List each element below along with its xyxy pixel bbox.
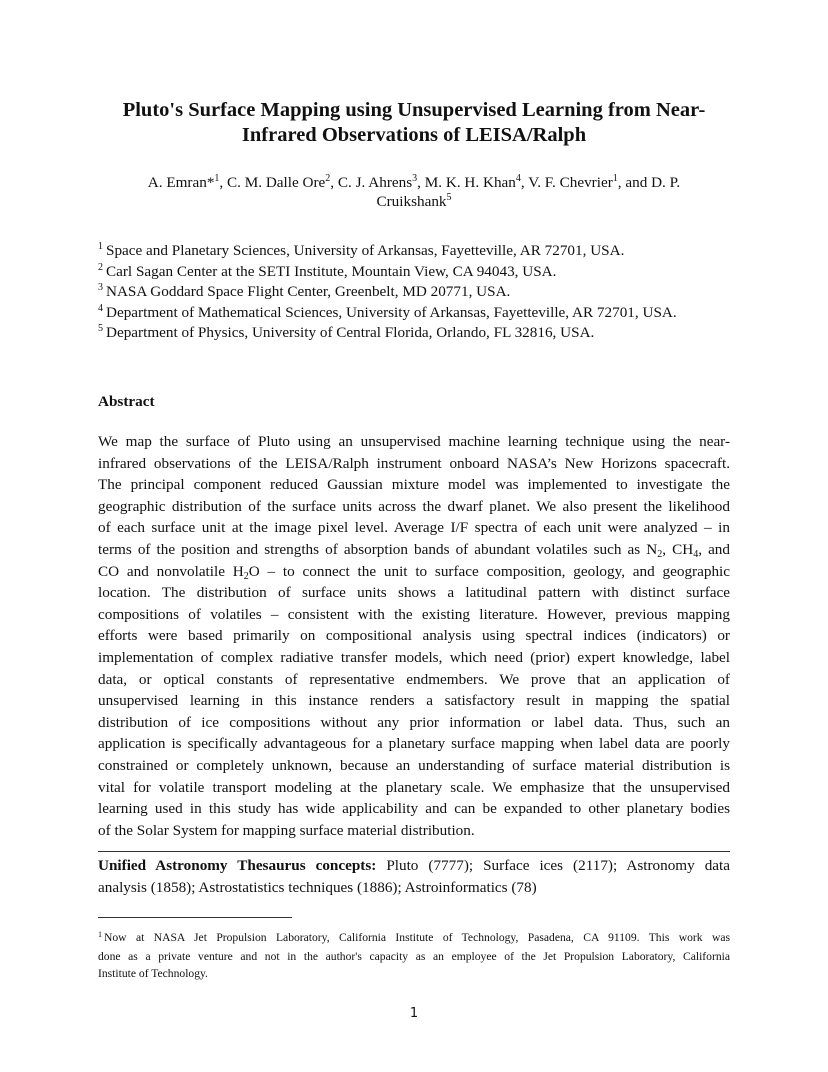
abstract-line: The principal component reduced Gaussian mixture model was implemented to investigate the [98, 476, 730, 494]
author-affiliation-mark: 2 [325, 173, 331, 184]
title-line-1: Pluto's Surface Mapping using Unsupervised Learning from Near- [122, 99, 706, 121]
author-affiliation-mark: 1 [214, 173, 220, 184]
footnote-line [98, 929, 730, 948]
author-affiliation-mark: 3 [412, 173, 418, 184]
chemical-subscript: 2 [657, 548, 663, 560]
uat-line: analysis (1858); Astrostatistics techniques (1886); Astroinformatics (78) [98, 878, 537, 896]
author-list [98, 173, 730, 211]
abstract-line: We map the surface of Pluto using an unsupervised machine learning technique using the near- [98, 433, 730, 450]
paper-title [60, 98, 768, 148]
abstract-line: infrared observations of the LEISA/Ralph instrument onboard NASA’s New Horizons spacecraft. [98, 454, 730, 472]
abstract-text: CO and nonvolatile H [98, 562, 244, 580]
abstract-line: constrained or completely unknown, because an understanding of surface material distribution is [98, 756, 730, 774]
affiliation-item [98, 242, 738, 263]
page-number: 1 [409, 1006, 419, 1021]
abstract-line: geographic distribution of the surface units across the dwarf planet. We also present the likelihood [98, 497, 730, 515]
abstract-line: compositions of volatiles – consistent with the existing literature. However, previous mapping [98, 605, 730, 623]
chemical-subscript: 4 [693, 548, 699, 560]
author-affiliation-mark: 5 [446, 192, 452, 203]
affiliation-number: 4 [98, 302, 103, 314]
abstract-line: location. The distribution of surface units shows a latitudinal pattern with distinct surface [98, 584, 730, 602]
abstract-text: , CH [662, 540, 694, 558]
abstract-line: data, or optical constants of representative endmembers. We prove that an application of [98, 670, 730, 688]
abstract-line: implementation of complex radiative transfer models, which need (prior) expert knowledge, label [98, 648, 730, 666]
author-name: , V. F. Chevrier [520, 174, 613, 191]
footnote-line: done as a private venture and not in the author's capacity as an employee of the Jet Propulsion Laboratory, California [98, 949, 730, 963]
affiliation-text: Department of Physics, University of Central Florida, Orlando, FL 32816, USA. [106, 324, 595, 342]
author-name: , C. M. Dalle Ore [219, 174, 326, 191]
affiliation-text: Department of Mathematical Sciences, University of Arkansas, Fayetteville, AR 72701, USA. [106, 303, 677, 321]
section-divider [98, 851, 730, 852]
uat-text: Pluto (7777); Surface ices (2117); Astronomy data [376, 857, 730, 874]
footnote-mark: 1 [98, 930, 102, 939]
abstract-line: vital for volatile transport modeling at the planetary scale. We emphasize that the unsupervised [98, 778, 730, 796]
abstract-line: learning used in this study has wide applicability and can be expanded to other planetary bodies [98, 800, 730, 818]
abstract-line [98, 561, 730, 583]
abstract-text: , and [698, 540, 730, 558]
affiliation-item [98, 324, 738, 345]
author-name: , M. K. H. Khan [417, 174, 516, 191]
affiliation-text: Carl Sagan Center at the SETI Institute, Mountain View, CA 94043, USA. [106, 262, 557, 280]
uat-concepts [98, 855, 730, 898]
footnote [98, 929, 730, 983]
affiliation-number: 3 [98, 282, 103, 294]
author-name: Cruikshank [376, 193, 447, 210]
abstract-line: application is specifically advantageous for a planetary surface mapping when label data are poorly [98, 735, 730, 753]
affiliation-number: 1 [98, 241, 103, 252]
affiliation-item [98, 304, 738, 325]
footnote-text: Now at NASA Jet Propulsion Laboratory, California Institute of Technology, Pasadena, CA 91109. This work was [104, 931, 730, 944]
affiliation-number: 2 [98, 261, 103, 273]
chemical-subscript: 2 [243, 570, 249, 582]
abstract-body [98, 431, 730, 841]
abstract-line: efforts were based primarily on compositional analysis using spectral indices (indicators) or [98, 627, 730, 645]
abstract-line: of each surface unit at the image pixel level. Average I/F spectra of each unit were analyzed – in [98, 519, 730, 537]
title-line-2: Infrared Observations of LEISA/Ralph [241, 124, 587, 146]
author-name: , C. J. Ahrens [330, 174, 413, 191]
abstract-line [98, 539, 730, 561]
footnote-rule [98, 917, 292, 918]
uat-line [98, 855, 730, 877]
uat-label: Unified Astronomy Thesaurus concepts: [98, 857, 377, 874]
affiliation-number: 5 [98, 323, 103, 335]
author-name: , and D. P. [617, 174, 681, 191]
footnote-line: Institute of Technology. [98, 967, 208, 980]
abstract-text: terms of the position and strengths of absorption bands of abundant volatiles such as N [98, 540, 658, 558]
author-name: A. Emran* [147, 174, 215, 191]
author-affiliation-mark: 4 [515, 173, 521, 184]
affiliation-item [98, 283, 738, 304]
author-affiliation-mark: 1 [612, 173, 618, 184]
affiliation-list [98, 242, 738, 345]
affiliation-text: Space and Planetary Sciences, University of Arkansas, Fayetteville, AR 72701, USA. [106, 242, 625, 259]
affiliation-text: NASA Goddard Space Flight Center, Greenbelt, MD 20771, USA. [106, 283, 511, 301]
abstract-line: unsupervised learning in this instance renders a satisfactory result in mapping the spatial [98, 692, 730, 710]
abstract-line: of the Solar System for mapping surface material distribution. [98, 821, 475, 839]
affiliation-item [98, 263, 738, 284]
abstract-text: O – to connect the unit to surface composition, geology, and geographic [248, 562, 730, 580]
abstract-line: distribution of ice compositions without any prior information or label data. Thus, such an [98, 713, 730, 731]
abstract-heading: Abstract [98, 393, 155, 410]
